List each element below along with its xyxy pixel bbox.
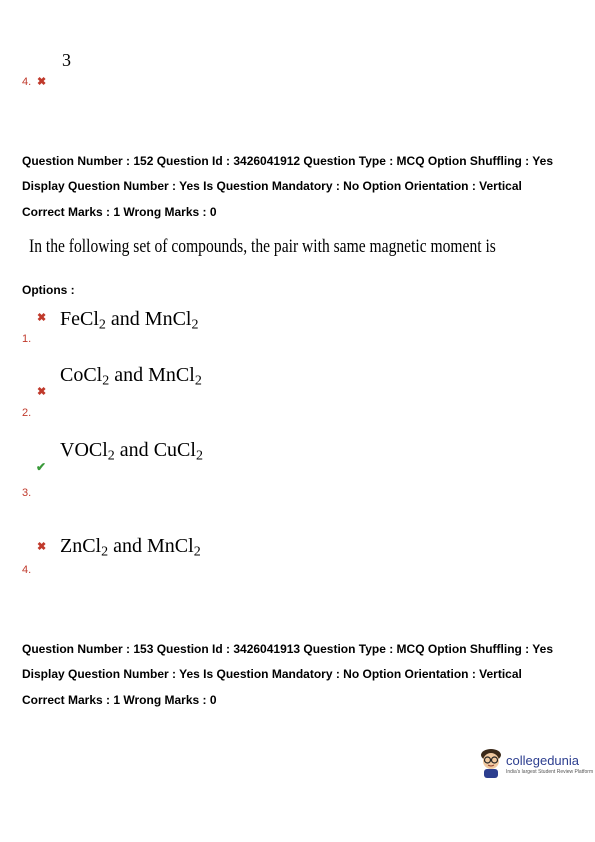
- logo-tagline: India's largest Student Review Platform: [506, 769, 594, 775]
- question-meta-line-2: Display Question Number : Yes Is Question Mandatory : No Option Orientation : Vertical: [22, 667, 522, 681]
- question-meta-line-2: Display Question Number : Yes Is Question Mandatory : No Option Orientation : Vertical: [22, 179, 522, 193]
- option-2-text: CoCl$_2$ and MnCl$_2$: [60, 364, 202, 389]
- prev-option-value: 3: [62, 50, 71, 70]
- wrong-mark-icon: ✖: [37, 386, 47, 398]
- option-1-number: 1.: [22, 333, 32, 345]
- wrong-mark-icon: ✖: [37, 312, 47, 324]
- collegedunia-logo: [478, 747, 594, 783]
- question-meta-line-1: Question Number : 153 Question Id : 3426041913 Question Type : MCQ Option Shuffling : Yes: [22, 642, 553, 656]
- option-4-number: 4.: [22, 564, 32, 576]
- wrong-mark-icon: ✖: [37, 76, 47, 88]
- wrong-mark-icon: ✖: [37, 541, 47, 553]
- question-text: In the following set of compounds, the pair with same magnetic moment is: [29, 236, 496, 257]
- question-meta-line-3: Correct Marks : 1 Wrong Marks : 0: [22, 693, 217, 707]
- option-3-number: 3.: [22, 487, 32, 499]
- question-meta-line-1: Question Number : 152 Question Id : 3426041912 Question Type : MCQ Option Shuffling : Yes: [22, 154, 553, 168]
- question-meta-line-3: Correct Marks : 1 Wrong Marks : 0: [22, 205, 217, 219]
- correct-mark-icon: ✔: [36, 460, 47, 474]
- option-2-number: 2.: [22, 407, 32, 419]
- option-1-text: FeCl$_2$ and MnCl$_2$: [60, 308, 199, 333]
- option-4-text: ZnCl$_2$ and MnCl$_2$: [60, 535, 201, 560]
- prev-option-number: 4.: [22, 76, 32, 88]
- logo-name: collegedunia: [506, 753, 580, 768]
- mascot-icon: [478, 747, 504, 779]
- options-label: Options :: [22, 283, 75, 297]
- option-3-text: VOCl$_2$ and CuCl$_2$: [60, 439, 203, 464]
